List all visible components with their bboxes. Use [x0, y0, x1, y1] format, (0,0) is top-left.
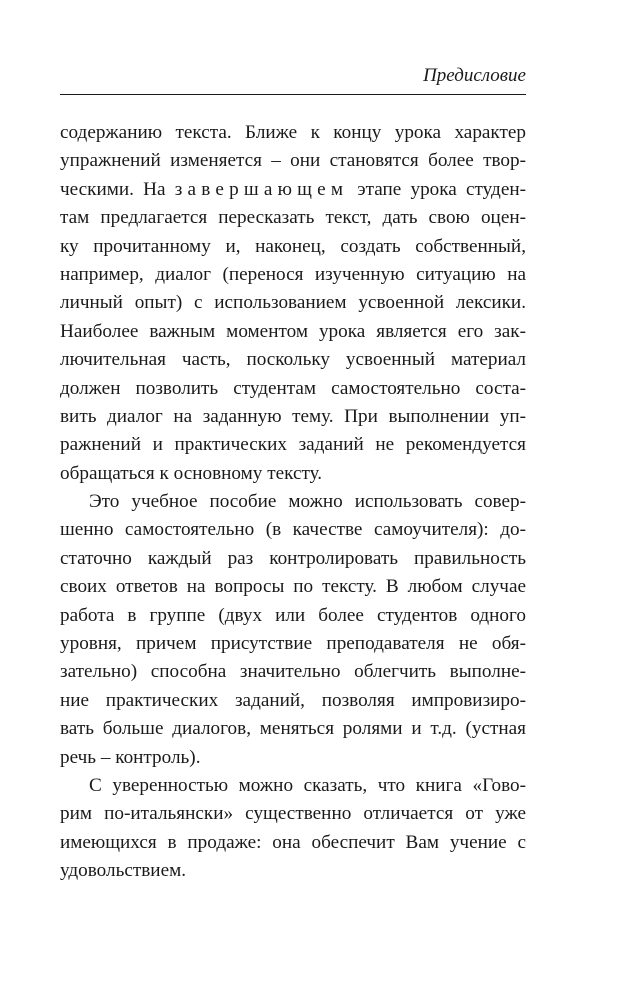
text-line: Это учебное пособие можно использовать совер- [89, 491, 526, 513]
text-line: уровня, причем присутствие преподавателя не обя- [60, 633, 526, 655]
text-line: содержанию текста. Ближе к концу урока характер [60, 122, 526, 143]
text-line: зательно) способна значительно облегчить выполне- [60, 661, 526, 683]
text-line: вить диалог на заданную тему. При выполнении уп- [60, 405, 526, 427]
emphasis-spaced-word: завершающем [174, 178, 349, 200]
body-text [60, 119, 526, 886]
text-line: речь – контроль). [60, 746, 201, 768]
text-line: ние практических заданий, позволяя импровизиро- [60, 689, 526, 711]
text-line: ражнений и практических заданий не рекомендуется [60, 434, 526, 456]
text-line: С уверенностью можно сказать, что книга «Гово- [89, 774, 526, 796]
running-head-title: Предисловие [423, 65, 526, 86]
text-line: лючительная часть, поскольку усвоенный материал [60, 349, 526, 371]
text-line: статочно каждый раз контролировать правильность [60, 547, 526, 569]
text-line: упражнений изменяется – они становятся более твор- [60, 150, 526, 172]
text-line: своих ответов на вопросы по тексту. В любом случае [60, 576, 526, 598]
text-line: рим по-итальянски» существенно отличается от уже [60, 803, 526, 825]
text-line [60, 176, 526, 204]
text-line: шенно самостоятельно (в качестве самоучителя): до- [60, 519, 526, 541]
text-line: личный опыт) с использованием усвоенной лексики. [60, 292, 526, 314]
text-line: работа в группе (двух или более студентов одного [60, 604, 526, 626]
text-line: вать больше диалогов, меняться ролями и т.д. (устная [60, 718, 526, 740]
text-line: ку прочитанному и, наконец, создать собственный, [60, 235, 526, 257]
text-line: имеющихся в продаже: она обеспечит Вам учение с [60, 831, 526, 853]
text-line: должен позволить студентам самостоятельно соста- [60, 377, 526, 399]
text-line: Наиболее важным моментом урока является его зак- [60, 320, 526, 342]
text-line: удовольствием. [60, 860, 187, 882]
text-segment: этапе урока студен- [348, 178, 526, 200]
text-line: там предлагается пересказать текст, дать свою оцен- [60, 207, 526, 229]
text-line: обращаться к основному тексту. [60, 462, 323, 484]
text-segment: ческими. На [60, 178, 175, 200]
header-rule [60, 94, 526, 95]
text-line: например, диалог (перенося изученную ситуацию на [60, 263, 526, 285]
